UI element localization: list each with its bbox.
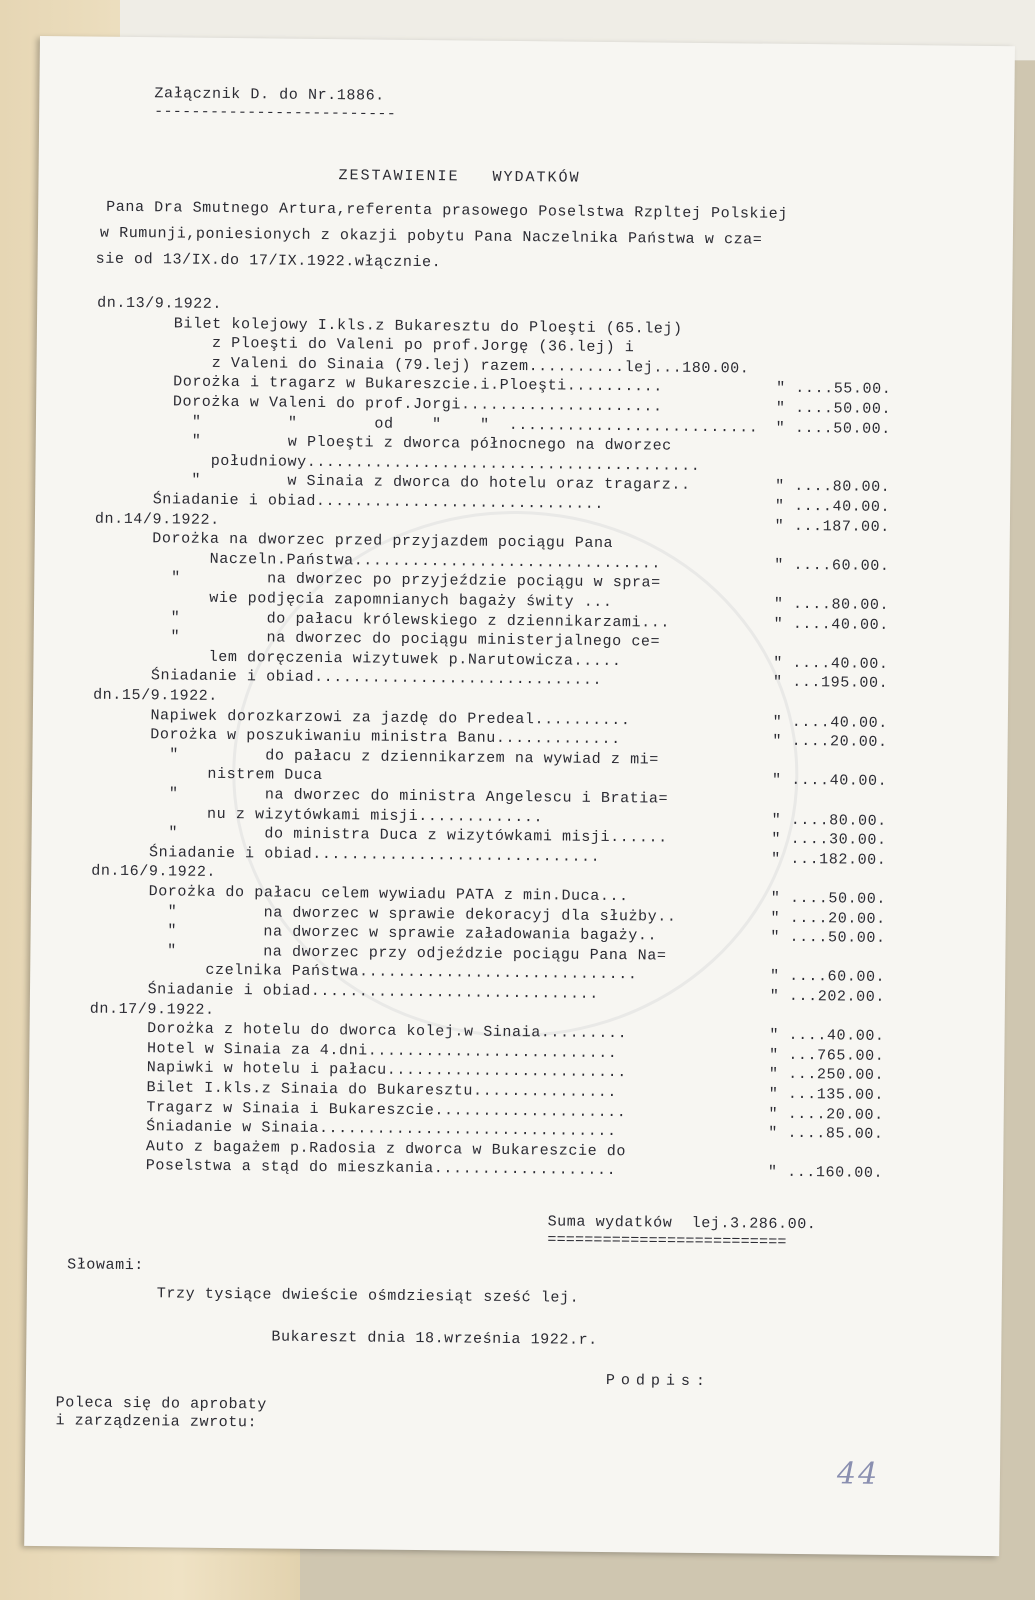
signature-label: Podpis: xyxy=(605,1372,712,1391)
expense-description: Bilet kolejowy I.kls.z Bukaresztu do Ploeşti (65.lej) xyxy=(173,315,683,338)
total-double-rule: ========================== xyxy=(547,1231,787,1251)
expense-description: Bilet I.kls.z Sinaia do Bukaresztu............... xyxy=(146,1079,618,1102)
expense-amount: " ...187.00. xyxy=(774,517,890,536)
expense-description: Naczeln.Państwa................................ xyxy=(209,550,662,573)
document-title: ZESTAWIENIE WYDATKÓW xyxy=(338,167,581,187)
expense-amount: " ...250.00. xyxy=(768,1066,885,1085)
expense-description: Tragarz w Sinaia i Bukareszcie.................... xyxy=(146,1098,627,1121)
expense-description: " do ministra Duca z wizytówkami misji...... xyxy=(149,824,668,847)
expense-description: " w Sinaia z dworca do hotelu oraz tragarz.. xyxy=(172,471,691,495)
expense-amount: " ....20.00. xyxy=(770,909,886,928)
in-words-label: Słowami: xyxy=(67,1256,145,1275)
expense-description: Dorożka z hotelu do dworca kolej.w Sinaia......... xyxy=(147,1020,628,1043)
expense-description: Śniadanie i obiad.............................. xyxy=(152,491,605,513)
expense-description: Dorożka w Valeni do prof.Jorgi..................... xyxy=(172,393,663,416)
expense-description: " na dworzec w sprawie załadowania bagaży.. xyxy=(148,922,658,945)
amount-in-words: Trzy tysiące dwieście ośmdziesiąt sześć lej. xyxy=(156,1285,580,1307)
document-page xyxy=(24,36,1015,1556)
expense-amount: " ....50.00. xyxy=(770,928,886,948)
expense-amount: " ....60.00. xyxy=(774,556,890,575)
intro-line: Pana Dra Smutnego Artura,referenta prasowego Poselstwa Rzpltej Polskiej xyxy=(106,198,788,223)
expense-description: czelnika Państwa............................. xyxy=(205,962,638,984)
expense-description: Dorożka i tragarz w Bukareszcie.i.Ploeşti.......... xyxy=(173,373,663,396)
header-underline: -------------------------- xyxy=(154,103,397,123)
expense-description: nistrem Duca xyxy=(207,766,323,785)
expense-description: dn.16/9.1922. xyxy=(91,862,217,882)
expense-amount: " ....50.00. xyxy=(770,889,887,908)
approval-note-line: i zarządzenia zwrotu: xyxy=(55,1412,258,1432)
expense-description: " " od " " .......................... xyxy=(172,413,759,437)
expense-amount: " ...195.00. xyxy=(772,674,889,693)
expense-description: " w Ploeşti z dworca północnego na dworzec xyxy=(172,432,672,455)
expense-total: Suma wydatków lej.3.286.00. xyxy=(547,1213,817,1234)
expense-amount: " ....30.00. xyxy=(771,830,887,850)
handwritten-page-number: 44 xyxy=(836,1456,880,1492)
attachment-code: Załącznik D. do Nr.1886. xyxy=(154,85,385,105)
expense-description: Dorożka do pałacu celem wywiadu PATA z min.Duca... xyxy=(148,883,629,906)
expense-description: południowy......................................... xyxy=(210,452,701,475)
expense-amount: " ....40.00. xyxy=(773,654,889,673)
expense-description: " na dworzec do pociągu ministerjalnego ce= xyxy=(151,628,661,651)
expense-description: lem doręczenia wizytuwek p.Narutowicza..... xyxy=(208,648,622,670)
expense-description: wie podjęcia zapomnianych bagaży świty ... xyxy=(209,589,613,612)
expense-amount: " ....40.00. xyxy=(772,713,888,732)
expense-amount: " ....80.00. xyxy=(775,478,891,497)
expense-amount: " ....20.00. xyxy=(772,732,888,752)
expense-amount: " ....80.00. xyxy=(771,811,887,830)
expense-description: Śniadanie i obiad.............................. xyxy=(150,667,603,690)
expense-amount: " ....40.00. xyxy=(769,1026,885,1046)
expense-description: Śniadanie i obiad.............................. xyxy=(147,981,599,1003)
expense-amount: " ....55.00. xyxy=(776,380,892,399)
expense-description: " do pałacu królewskiego z dziennikarzami... xyxy=(151,608,671,632)
expense-description: Napiwki w hotelu i pałacu......................... xyxy=(146,1059,627,1082)
expense-amount: " ...135.00. xyxy=(768,1085,885,1104)
expense-description: Śniadanie w Sinaia............................... xyxy=(146,1118,617,1141)
expense-description: " na dworzec po przyjeździe pociągu w spra= xyxy=(151,569,661,592)
expense-description: " na dworzec do ministra Angelescu i Bratia= xyxy=(149,785,669,808)
expense-description: dn.13/9.1922. xyxy=(97,294,223,313)
expense-amount: " ....40.00. xyxy=(773,615,889,634)
expense-description: dn.17/9.1922. xyxy=(89,1000,215,1019)
expense-description: " na dworzec w sprawie dekoracyj dla służby.. xyxy=(148,902,677,926)
expense-amount: " ....80.00. xyxy=(773,595,890,614)
expense-description: Dorożka na dworzec przed przyjazdem pociągu Pana xyxy=(152,530,614,553)
expense-description: Napiwek dorozkarzowi za jazdę do Predeal.......... xyxy=(150,706,631,729)
expense-description: z Valeni do Sinaia (79.lej) razem..........lej...180.00. xyxy=(211,354,750,378)
expense-amount: " ....40.00. xyxy=(771,772,888,791)
expense-amount: " ....40.00. xyxy=(774,497,891,516)
expense-description: Poselstwa a stąd do mieszkania................... xyxy=(145,1157,617,1180)
expense-description: Auto z bagażem p.Radosia z dworca w Bukareszcie do xyxy=(145,1137,627,1160)
intro-line: sie od 13/IX.do 17/IX.1922.włącznie. xyxy=(95,250,442,272)
approval-note-line: Poleca się do aprobaty xyxy=(55,1394,268,1414)
expense-amount: " ...182.00. xyxy=(771,850,887,869)
expense-description: Śniadanie i obiad.............................. xyxy=(148,843,601,866)
expense-description: nu z wizytówkami misji............. xyxy=(206,805,544,826)
expense-description: dn.14/9.1922. xyxy=(94,510,220,529)
expense-description: Hotel w Sinaia za 4.dni.......................... xyxy=(146,1039,618,1062)
intro-line: w Rumunji,poniesionych z okazji pobytu Pana Naczelnika Państwa w cza= xyxy=(99,224,763,249)
expense-description: " na dworzec przy odjeździe pociągu Pana Na= xyxy=(147,941,667,965)
expense-description: z Ploeşti do Valeni po prof.Jorgę (36.lej) i xyxy=(211,335,635,357)
expense-description: " do pałacu z dziennikarzem na wywiad z mi= xyxy=(149,745,660,769)
expense-amount: " ....50.00. xyxy=(775,399,892,418)
expense-amount: " ....20.00. xyxy=(768,1105,884,1124)
expense-amount: " ....50.00. xyxy=(775,419,892,438)
expense-amount: " ....85.00. xyxy=(768,1124,884,1144)
expense-amount: " ...160.00. xyxy=(767,1164,884,1183)
place-and-date: Bukareszt dnia 18.września 1922.r. xyxy=(271,1328,598,1349)
expense-amount: " ...765.00. xyxy=(769,1046,885,1065)
expense-amount: " ....60.00. xyxy=(769,968,886,987)
expense-description: dn.15/9.1922. xyxy=(93,686,219,705)
expense-description: Dorożka w poszukiwaniu ministra Banu............. xyxy=(150,726,621,749)
expense-amount: " ...202.00. xyxy=(769,987,886,1006)
